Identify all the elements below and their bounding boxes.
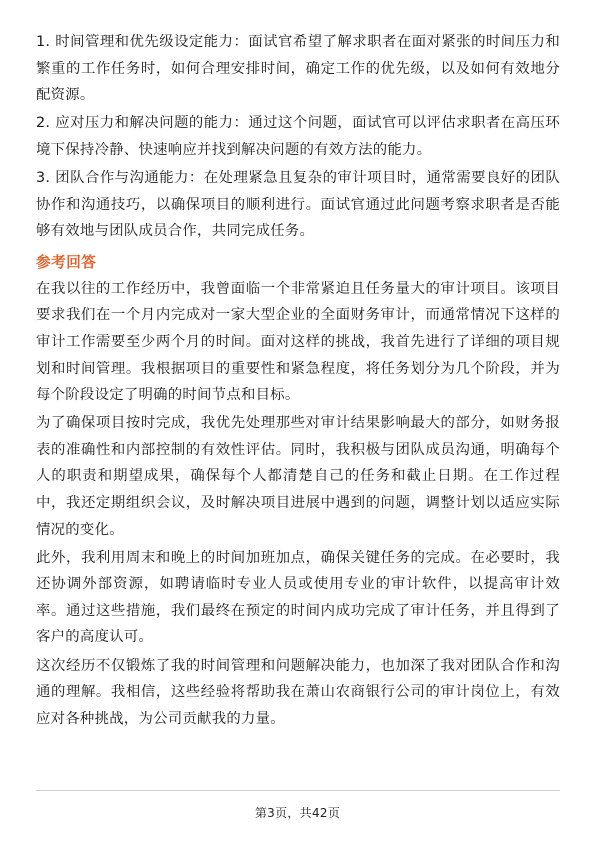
footer-divider	[36, 790, 560, 791]
answer-paragraph: 在我以往的工作经历中，我曾面临一个非常紧迫且任务量大的审计项目。该项目要求我们在一个月内完成对一家大型企业的全面财务审计，而通常情况下这样的审计工作需要至少两个月的时间。面对这样的挑战，我首先进行了详细的项目规划和时间管理。我根据项目的重要性和紧急程度，将任务划分为几个阶段，并为每个阶段设定了明确的时间节点和目标。	[36, 280, 560, 404]
reference-answer-heading: 参考回答	[36, 253, 97, 271]
list-item: 1. 时间管理和优先级设定能力：面试官希望了解求职者在面对紧张的时间压力和繁重的工作任务时，如何合理安排时间，确定工作的优先级，以及如何有效地分配资源。	[36, 34, 560, 104]
page-number: 第3页，共42页	[254, 806, 341, 820]
list-item: 2. 应对压力和解决问题的能力：通过这个问题，面试官可以评估求职者在高压环境下保持冷静、快速响应并找到解决问题的有效方法的能力。	[36, 115, 560, 158]
answer-paragraph: 为了确保项目按时完成，我优先处理那些对审计结果影响最大的部分，如财务报表的准确性和内部控制的有效性评估。同时，我积极与团队成员沟通，明确每个人的职责和期望成果，确保每个人都清楚自己的任务和截止日期。在工作过程中，我还定期组织会议，及时解决项目进展中遇到的问题，调整计划以适应实际情况的变化。	[36, 415, 560, 538]
reference-answer-body	[36, 276, 560, 733]
document-body	[36, 29, 560, 734]
evaluation-points-list	[36, 29, 560, 245]
answer-paragraph: 此外，我利用周末和晚上的时间加班加点，确保关键任务的完成。在必要时，我还协调外部资源，如聘请临时专业人员或使用专业的审计软件，以提高审计效率。通过这些措施，我们最终在预定的时间内成功完成了审计任务，并且得到了客户的高度认可。	[36, 549, 560, 646]
list-item: 3. 团队合作与沟通能力：在处理紧急且复杂的审计项目时，通常需要良好的团队协作和沟通技巧，以确保项目的顺利进行。面试官通过此问题考察求职者是否能够有效地与团队成员合作，共同完成任务。	[36, 169, 560, 240]
answer-paragraph: 这次经历不仅锻炼了我的时间管理和问题解决能力，也加深了我对团队合作和沟通的理解。我相信，这些经验将帮助我在萧山农商银行公司的审计岗位上，有效应对各种挑战，为公司贡献我的力量。	[36, 657, 560, 727]
